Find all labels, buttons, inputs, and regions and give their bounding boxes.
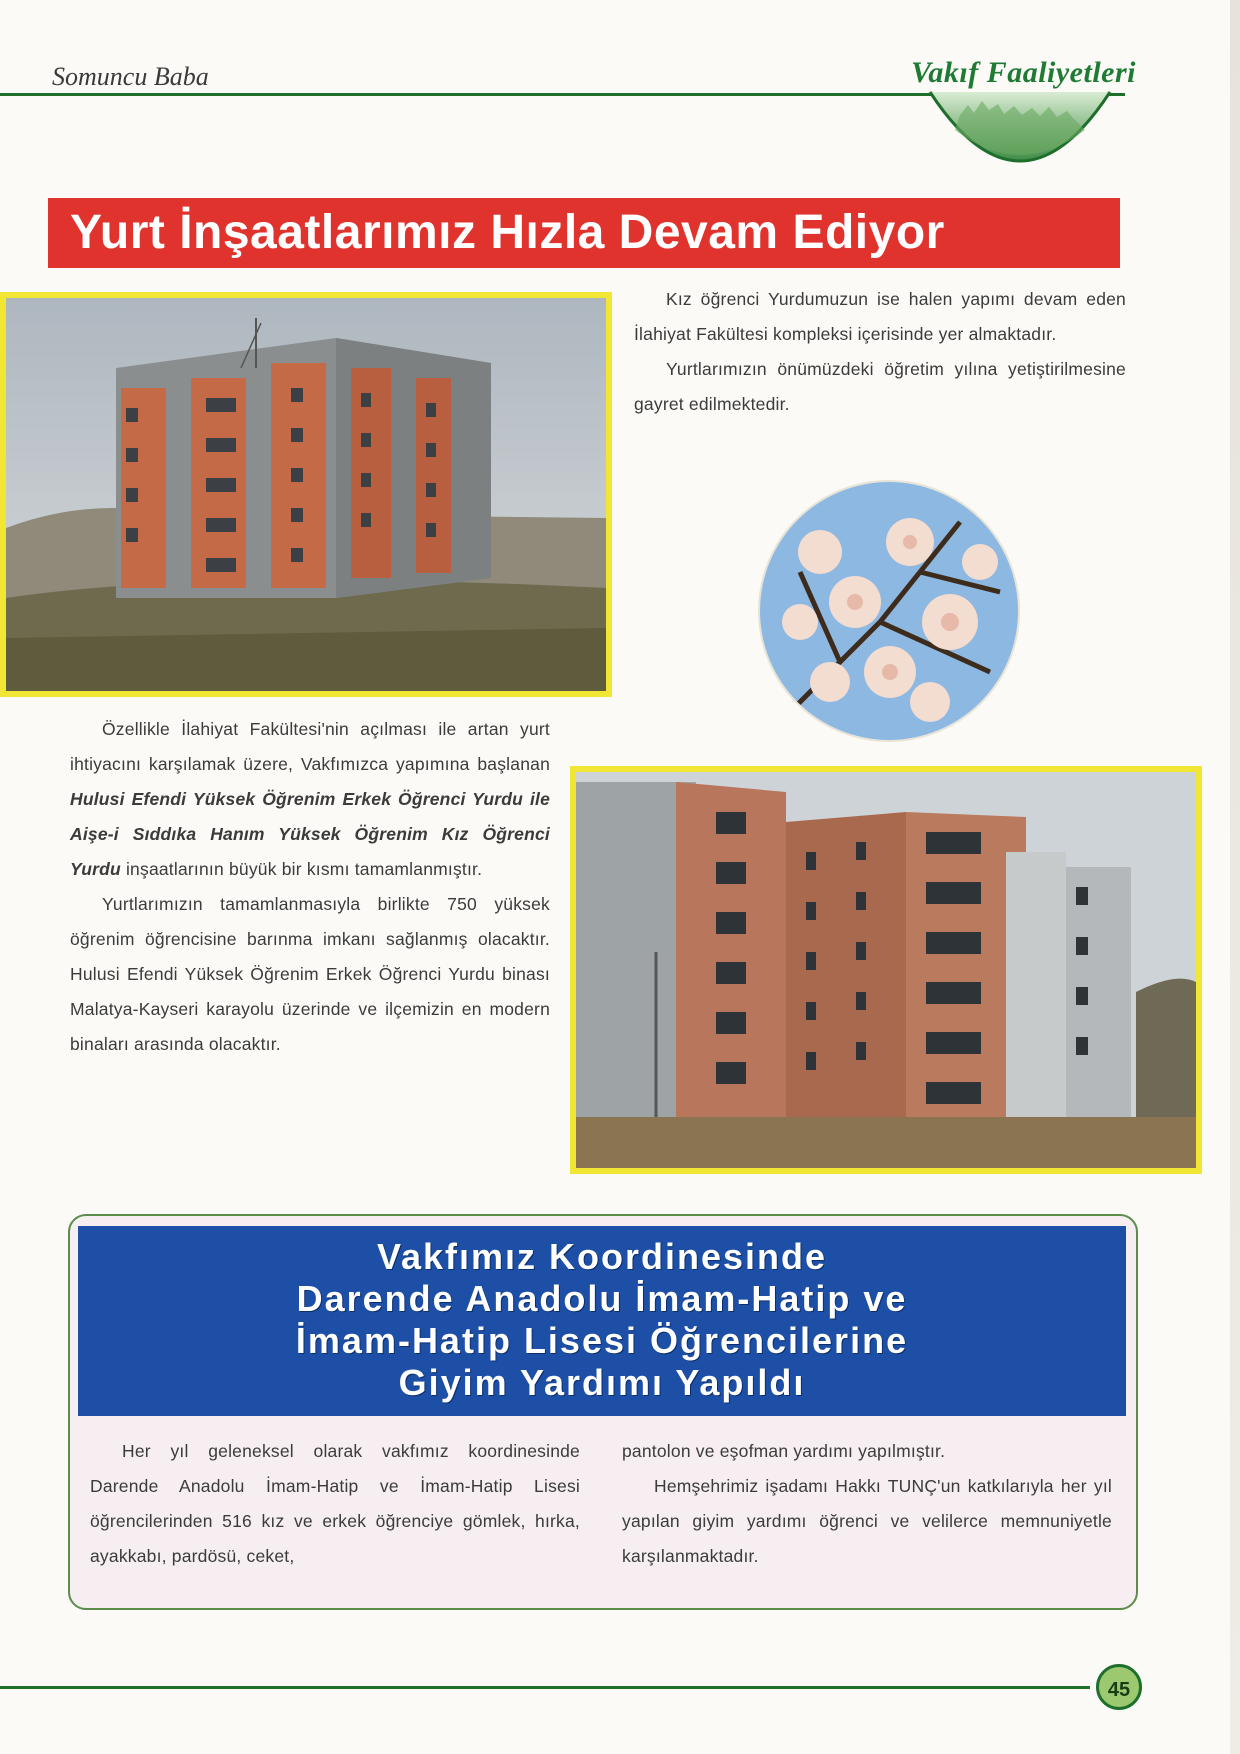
section-emblem-icon — [925, 90, 1115, 180]
blossom-photo — [758, 480, 1020, 742]
article1-right-paragraph-2: Yurtlarımızın önümüzdeki öğretim yılına yetiştirilmesine gayret edilmektedir. — [634, 359, 1126, 414]
page-edge — [1230, 0, 1240, 1754]
article2-title-line-4: Giyim Yardımı Yapıldı — [398, 1362, 806, 1403]
article1-left-paragraph-1 — [70, 712, 550, 887]
article1-right-paragraph-1: Kız öğrenci Yurdumuzun ise halen yapımı devam eden İlahiyat Fakültesi kompleksi içerisinde yer almaktadır. — [634, 289, 1126, 344]
page-number: 45 — [1096, 1664, 1142, 1710]
article2-title-line-3: İmam-Hatip Lisesi Öğrencilerine — [295, 1320, 909, 1361]
magazine-name: Somuncu Baba — [52, 62, 209, 91]
article1-title: Yurt İnşaatlarımız Hızla Devam Ediyor — [48, 198, 1120, 268]
article1-left-text — [70, 712, 550, 1062]
article2-title — [78, 1226, 1126, 1416]
article2-right-text — [622, 1434, 1112, 1574]
dormitory-construction-photo — [0, 292, 612, 697]
article1-left-paragraph-1-end: inşaatlarının büyük bir kısmı tamamlanmıştır. — [120, 859, 483, 879]
article1-right-text — [634, 282, 1126, 422]
article1-left-paragraph-1-start: Özellikle İlahiyat Fakültesi'nin açılması ile artan yurt ihtiyacını karşılamak üzere, Vakfımızca yapımına başlanan — [70, 719, 550, 774]
article2-left-text — [90, 1434, 580, 1574]
article2-right-paragraph-2: Hemşehrimiz işadamı Hakkı TUNÇ'un katkılarıyla her yıl yapılan giyim yardımı öğrenci ve velilerce memnuniyetle karşılanmaktadır. — [622, 1476, 1112, 1566]
article2-title-line-2: Darende Anadolu İmam-Hatip ve — [296, 1278, 908, 1319]
completed-dormitory-photo — [570, 766, 1202, 1174]
article2-right-paragraph-1: pantolon ve eşofman yardımı yapılmıştır. — [622, 1441, 946, 1461]
article2-left-paragraph: Her yıl geleneksel olarak vakfımız koordinesinde Darende Anadolu İmam-Hatip ve İmam-Hatip Lisesi öğrencilerinden 516 kız ve erkek öğrenciye gömlek, hırka, ayakkabı, pardösü, ceket, — [90, 1441, 580, 1566]
dormitory-names: Hulusi Efendi Yüksek Öğrenim Erkek Öğrenci Yurdu ile Aişe-i Sıddıka Hanım Yüksek Öğrenim Kız Öğrenci Yurdu — [70, 789, 550, 879]
article1-left-paragraph-2: Yurtlarımızın tamamlanmasıyla birlikte 750 yüksek öğrenim öğrencisine barınma imkanı sağlanmış olacaktır. Hulusi Efendi Yüksek Öğrenim Erkek Öğrenci Yurdu binası Malatya-Kayseri karayolu üzerinde ve ilçemizin en modern binaları arasında olacaktır. — [70, 894, 550, 1054]
footer-rule — [0, 1686, 1090, 1689]
article2-title-line-1: Vakfımız Koordinesinde — [376, 1236, 828, 1277]
section-tag: Vakıf Faaliyetleri — [911, 56, 1136, 89]
